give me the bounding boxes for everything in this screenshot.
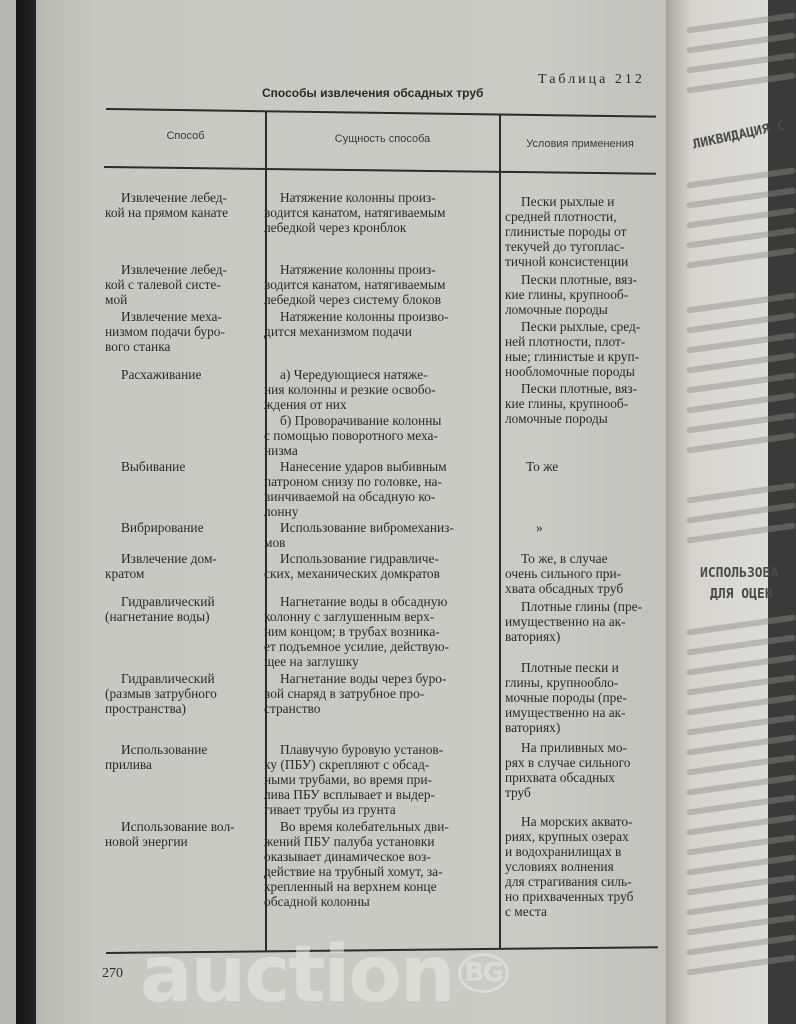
conditions-cell: На приливных мо- рях в случае сильного прихвата обсадных труб (505, 740, 631, 800)
essence-cell: а) Чередующиеся натяже- ния колонны и резкие освобо- ждения от них (264, 367, 436, 412)
watermark-text: auction (140, 930, 454, 1020)
conditions-cell: » (536, 520, 543, 535)
facing-heading-3: ДЛЯ ОЦЕН (710, 587, 773, 602)
page-stack-edge (0, 0, 16, 1024)
essence-cell: Во время колебательных дви- жений ПБУ палуба установки оказывает динамическое воз- действие на трубный хомут, за- крепленный на верхнем конце обсадной колонны (264, 819, 449, 909)
method-cell: Извлечение дом- кратом (105, 551, 217, 581)
header-essence: Сущность способа (334, 133, 431, 145)
method-cell: Гидравлический (размыв затрубного пространства) (105, 671, 217, 716)
column-divider-2 (499, 114, 501, 948)
conditions-cell: Плотные пески и глины, крупнообло- мочные породы (пре- имущественно на ак- ваториях) (505, 660, 627, 735)
method-cell: Использование прилива (105, 742, 208, 772)
table-title: Способы извлечения обсадных труб (262, 86, 484, 100)
method-cell: Выбивание (121, 459, 186, 474)
book-spine (16, 0, 38, 1024)
method-cell: Расхаживание (121, 367, 202, 382)
facing-heading-1: ЛИКВИДАЦИЯ С (691, 118, 787, 153)
header-conditions: Условия применения (526, 138, 634, 150)
conditions-cell: То же (526, 459, 559, 474)
essence-cell: Использование вибромеханиз- мов (264, 520, 454, 550)
header-method: Способ (166, 130, 205, 142)
method-cell: Использование вол- новой энергии (105, 819, 235, 849)
watermark-logo (140, 930, 509, 1020)
method-cell: Вибрирование (121, 520, 204, 535)
essence-cell: Использование гидравличе- ских, механических домкратов (264, 551, 440, 581)
method-cell: Извлечение лебед- кой с талевой систе- мой (105, 262, 227, 307)
essence-cell: Натяжение колонны произ- водится канатом, натягиваемым лебедкой через систему блоков (264, 262, 446, 307)
essence-cell: Натяжение колонны произво- дится механизмом подачи (264, 309, 449, 339)
method-cell: Извлечение лебед- кой на прямом канате (105, 190, 229, 220)
conditions-cell: Пески плотные, вяз- кие глины, крупнооб- ломочные породы (505, 272, 637, 317)
essence-cell: Нагнетание воды в обсадную колонну с заглушенным верх- ним концом; в трубах возника- ет подъемное усилие, действую- щее на заглушку (264, 594, 450, 669)
essence-cell: б) Проворачивание колонны с помощью поворотного меха- низма (264, 413, 442, 458)
conditions-cell: Плотные глины (пре- имущественно на ак- ваториях) (505, 599, 643, 644)
essence-cell: Натяжение колонны произ- водится канатом, натягиваемым лебедкой через кронблок (264, 190, 446, 235)
watermark-suffix: BG (458, 953, 509, 993)
conditions-cell: Пески рыхлые и средней плотности, глинистые породы от текучей до тугоплас- тичной консистенции (505, 194, 629, 269)
method-cell: Извлечение меха- низмом подачи буро- вого станка (105, 309, 225, 354)
facing-heading-2: ИСПОЛЬЗОВА (700, 566, 779, 581)
page-number: 270 (102, 966, 123, 981)
conditions-cell: Пески плотные, вяз- кие глины, крупнооб- ломочные породы (505, 381, 637, 426)
essence-cell: Нанесение ударов выбивным патроном снизу по головке, на- винчиваемой на обсадную ко- лонну (264, 459, 447, 519)
table-number: Таблица 212 (538, 72, 645, 87)
conditions-cell: Пески рыхлые, сред- ней плотности, плот- ные; глинистые и круп- нообломочные породы (505, 319, 641, 379)
essence-cell: Нагнетание воды через буро- вой снаряд в затрубное про- странство (264, 671, 447, 716)
book-page-right (666, 0, 787, 1024)
method-cell: Гидравлический (нагнетание воды) (105, 594, 215, 624)
conditions-cell: На морских аквато- риях, крупных озерах и водохранилищах в условиях волнения для страгивания силь- но прихваченных труб с места (505, 814, 634, 919)
conditions-cell: То же, в случае очень сильного при- хвата обсадных труб (505, 551, 624, 596)
essence-cell: Плавучую буровую установ- ку (ПБУ) скрепляют с обсад- ными трубами, во время при- лива ПБУ всплывает и выдер- гивает трубы из грунта (264, 742, 444, 817)
